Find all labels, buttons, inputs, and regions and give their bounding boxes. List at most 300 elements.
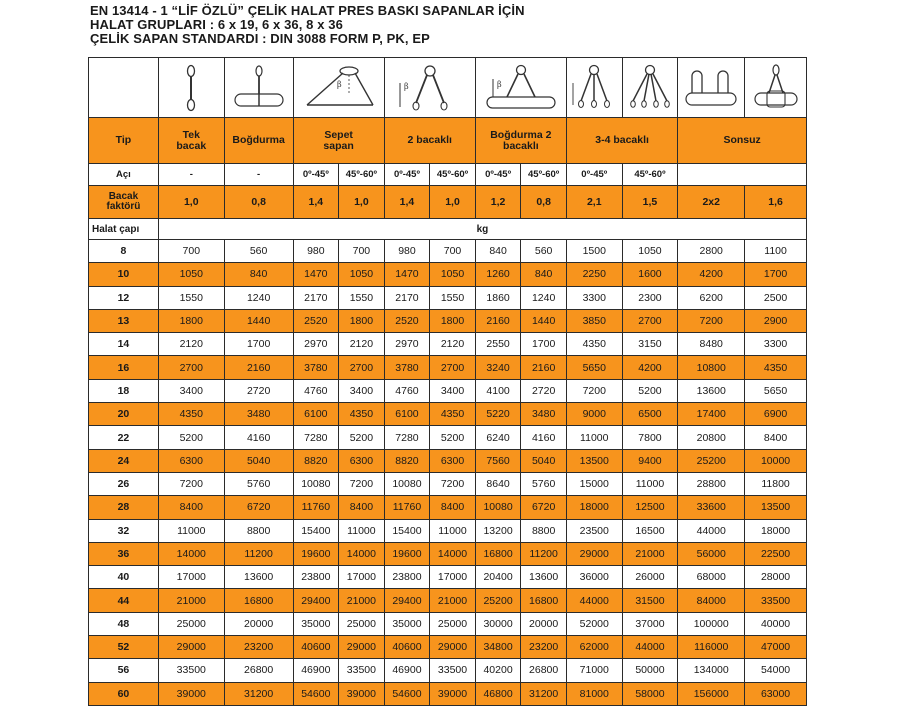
- rope-diameter-cell: 26: [89, 472, 159, 495]
- endless-sling-icon: [678, 58, 745, 118]
- capacity-cell: 2500: [745, 286, 807, 309]
- capacity-cell: 7200: [430, 472, 476, 495]
- data-rows: [89, 240, 807, 706]
- table-row: [89, 403, 807, 426]
- capacity-cell: 7560: [475, 449, 521, 472]
- capacity-cell: 4350: [339, 403, 385, 426]
- capacity-cell: 25200: [475, 589, 521, 612]
- capacity-cell: 8400: [430, 496, 476, 519]
- capacity-cell: 6500: [622, 403, 678, 426]
- capacity-cell: 11000: [430, 519, 476, 542]
- capacity-cell: 25000: [158, 612, 224, 635]
- capacity-cell: 1240: [224, 286, 293, 309]
- rope-diameter-cell: 20: [89, 403, 159, 426]
- capacity-cell: 16500: [622, 519, 678, 542]
- capacity-cell: 81000: [566, 682, 622, 705]
- type-row: [89, 118, 807, 164]
- capacity-cell: 4350: [566, 333, 622, 356]
- basket-sling-icon: [293, 58, 384, 118]
- capacity-cell: 700: [430, 240, 476, 263]
- type-endless: Sonsuz: [678, 118, 807, 164]
- capacity-cell: 6200: [678, 286, 745, 309]
- table-row: [89, 496, 807, 519]
- capacity-cell: 18000: [566, 496, 622, 519]
- capacity-cell: 44000: [566, 589, 622, 612]
- capacity-cell: 31500: [622, 589, 678, 612]
- rope-diameter-cell: 13: [89, 309, 159, 332]
- capacity-cell: 8640: [475, 472, 521, 495]
- capacity-cell: 6300: [339, 449, 385, 472]
- capacity-cell: 11800: [745, 472, 807, 495]
- table-row: [89, 542, 807, 565]
- capacity-cell: 700: [339, 240, 385, 263]
- svg-text:β: β: [403, 81, 409, 91]
- capacity-cell: 21000: [622, 542, 678, 565]
- capacity-cell: 50000: [622, 659, 678, 682]
- capacity-cell: 134000: [678, 659, 745, 682]
- capacity-cell: 100000: [678, 612, 745, 635]
- capacity-cell: 560: [224, 240, 293, 263]
- capacity-cell: 1470: [384, 263, 430, 286]
- capacity-cell: 4350: [745, 356, 807, 379]
- capacity-cell: 6240: [475, 426, 521, 449]
- leg-factor-value: 2x2: [678, 186, 745, 219]
- table-row: [89, 682, 807, 705]
- capacity-cell: 2720: [224, 379, 293, 402]
- capacity-cell: 6100: [384, 403, 430, 426]
- capacity-cell: 1470: [293, 263, 339, 286]
- title-line-1: EN 13414 - 1 “LİF ÖZLÜ” ÇELİK HALAT PRES BASKI SAPANLAR İÇİN: [90, 3, 525, 18]
- type-choke: Boğdurma: [224, 118, 293, 164]
- capacity-cell: 54600: [384, 682, 430, 705]
- capacity-cell: 23800: [384, 566, 430, 589]
- capacity-cell: 11200: [521, 542, 567, 565]
- capacity-cell: 20000: [224, 612, 293, 635]
- capacity-cell: 3240: [475, 356, 521, 379]
- capacity-cell: 40000: [745, 612, 807, 635]
- capacity-cell: 3300: [566, 286, 622, 309]
- capacity-cell: 17000: [158, 566, 224, 589]
- capacity-cell: 2550: [475, 333, 521, 356]
- capacity-cell: 11760: [384, 496, 430, 519]
- capacity-cell: 21000: [158, 589, 224, 612]
- capacity-cell: 47000: [745, 636, 807, 659]
- table-row: [89, 426, 807, 449]
- capacity-cell: 5200: [158, 426, 224, 449]
- capacity-cell: 11000: [566, 426, 622, 449]
- capacity-cell: 33600: [678, 496, 745, 519]
- capacity-cell: 35000: [384, 612, 430, 635]
- capacity-cell: 33500: [158, 659, 224, 682]
- capacity-cell: 1100: [745, 240, 807, 263]
- capacity-cell: 1050: [339, 263, 385, 286]
- capacity-cell: 22500: [745, 542, 807, 565]
- leg-factor-value: 1,4: [384, 186, 430, 219]
- capacity-cell: 2800: [678, 240, 745, 263]
- rope-diameter-cell: 18: [89, 379, 159, 402]
- capacity-cell: 5040: [224, 449, 293, 472]
- capacity-cell: 23500: [566, 519, 622, 542]
- capacity-cell: 13600: [678, 379, 745, 402]
- angle-value: 0º-45º: [384, 164, 430, 186]
- icon-row: [89, 58, 807, 118]
- leg-factor-label: Bacak faktörü: [89, 186, 159, 219]
- rope-diameter-label: Halat çapı: [89, 219, 159, 240]
- capacity-cell: 29400: [384, 589, 430, 612]
- endless-sling-lift-icon: [745, 58, 807, 118]
- capacity-cell: 1860: [475, 286, 521, 309]
- capacity-cell: 37000: [622, 612, 678, 635]
- angle-value: 45º-60º: [430, 164, 476, 186]
- table-row: [89, 379, 807, 402]
- capacity-cell: 2520: [293, 309, 339, 332]
- capacity-cell: 1440: [521, 309, 567, 332]
- capacity-cell: 13500: [566, 449, 622, 472]
- capacity-cell: 4200: [678, 263, 745, 286]
- capacity-cell: 3400: [158, 379, 224, 402]
- rope-diameter-cell: 52: [89, 636, 159, 659]
- capacity-cell: 25000: [339, 612, 385, 635]
- capacity-cell: 15400: [293, 519, 339, 542]
- capacity-cell: 5650: [566, 356, 622, 379]
- type-two-leg: 2 bacaklı: [384, 118, 475, 164]
- capacity-cell: 2720: [521, 379, 567, 402]
- capacity-cell: 29000: [339, 636, 385, 659]
- type-two-leg-choke: Boğdurma 2 bacaklı: [475, 118, 566, 164]
- capacity-cell: 3480: [521, 403, 567, 426]
- capacity-cell: 8400: [745, 426, 807, 449]
- table-row: [89, 566, 807, 589]
- capacity-cell: 84000: [678, 589, 745, 612]
- capacity-cell: 13600: [224, 566, 293, 589]
- capacity-cell: 28800: [678, 472, 745, 495]
- capacity-cell: 10080: [475, 496, 521, 519]
- capacity-cell: 46900: [384, 659, 430, 682]
- capacity-cell: 1600: [622, 263, 678, 286]
- capacity-cell: 4760: [384, 379, 430, 402]
- capacity-cell: 31200: [224, 682, 293, 705]
- table-row: [89, 263, 807, 286]
- capacity-cell: 8820: [293, 449, 339, 472]
- rope-diameter-cell: 48: [89, 612, 159, 635]
- capacity-cell: 16800: [224, 589, 293, 612]
- capacity-cell: 2170: [384, 286, 430, 309]
- leg-factor-value: 1,2: [475, 186, 521, 219]
- capacity-cell: 2700: [622, 309, 678, 332]
- rope-diameter-cell: 28: [89, 496, 159, 519]
- capacity-cell: 4350: [430, 403, 476, 426]
- capacity-cell: 116000: [678, 636, 745, 659]
- capacity-cell: 3150: [622, 333, 678, 356]
- capacity-cell: 4160: [224, 426, 293, 449]
- capacity-cell: 4760: [293, 379, 339, 402]
- capacity-cell: 7280: [384, 426, 430, 449]
- capacity-cell: 1440: [224, 309, 293, 332]
- capacity-cell: 2970: [384, 333, 430, 356]
- choke-hitch-icon: [224, 58, 293, 118]
- table-row: [89, 449, 807, 472]
- capacity-cell: 13600: [521, 566, 567, 589]
- rope-diameter-cell: 12: [89, 286, 159, 309]
- capacity-cell: 10800: [678, 356, 745, 379]
- capacity-cell: 2700: [158, 356, 224, 379]
- capacity-cell: 700: [158, 240, 224, 263]
- capacity-cell: 44000: [622, 636, 678, 659]
- capacity-cell: 17000: [339, 566, 385, 589]
- table-row: [89, 589, 807, 612]
- angle-label: Açı: [89, 164, 159, 186]
- capacity-cell: 33500: [339, 659, 385, 682]
- leg-factor-value: 1,0: [158, 186, 224, 219]
- capacity-cell: 63000: [745, 682, 807, 705]
- angle-value: 0º-45º: [475, 164, 521, 186]
- rope-diameter-cell: 56: [89, 659, 159, 682]
- leg-factor-value: 0,8: [521, 186, 567, 219]
- capacity-cell: 1050: [622, 240, 678, 263]
- capacity-cell: 840: [475, 240, 521, 263]
- capacity-cell: 17000: [430, 566, 476, 589]
- capacity-cell: 58000: [622, 682, 678, 705]
- capacity-cell: 29400: [293, 589, 339, 612]
- capacity-cell: 2700: [339, 356, 385, 379]
- capacity-cell: 3780: [384, 356, 430, 379]
- load-capacity-table: [88, 57, 807, 706]
- capacity-cell: 2700: [430, 356, 476, 379]
- capacity-cell: 15000: [566, 472, 622, 495]
- capacity-cell: 2520: [384, 309, 430, 332]
- capacity-cell: 10080: [384, 472, 430, 495]
- capacity-cell: 6900: [745, 403, 807, 426]
- capacity-cell: 44000: [678, 519, 745, 542]
- capacity-cell: 39000: [430, 682, 476, 705]
- capacity-cell: 11000: [622, 472, 678, 495]
- capacity-cell: 2250: [566, 263, 622, 286]
- type-single-leg: Tek bacak: [158, 118, 224, 164]
- capacity-cell: 1700: [745, 263, 807, 286]
- two-leg-sling-icon: [384, 58, 475, 118]
- capacity-cell: 13200: [475, 519, 521, 542]
- capacity-cell: 33500: [745, 589, 807, 612]
- capacity-cell: 39000: [339, 682, 385, 705]
- capacity-cell: 35000: [293, 612, 339, 635]
- capacity-cell: 1550: [430, 286, 476, 309]
- leg-factor-value: 1,4: [293, 186, 339, 219]
- angle-value: 45º-60º: [339, 164, 385, 186]
- angle-value: 0º-45º: [293, 164, 339, 186]
- rope-diameter-cell: 60: [89, 682, 159, 705]
- capacity-cell: 25000: [430, 612, 476, 635]
- capacity-cell: 46800: [475, 682, 521, 705]
- capacity-cell: 19600: [384, 542, 430, 565]
- capacity-cell: 56000: [678, 542, 745, 565]
- capacity-cell: 8400: [339, 496, 385, 519]
- table-row: [89, 636, 807, 659]
- capacity-cell: 21000: [430, 589, 476, 612]
- capacity-cell: 1550: [158, 286, 224, 309]
- capacity-cell: 10000: [745, 449, 807, 472]
- capacity-cell: 23800: [293, 566, 339, 589]
- capacity-cell: 2970: [293, 333, 339, 356]
- capacity-cell: 33500: [430, 659, 476, 682]
- capacity-cell: 4100: [475, 379, 521, 402]
- capacity-cell: 40600: [384, 636, 430, 659]
- capacity-cell: 980: [384, 240, 430, 263]
- capacity-cell: 6100: [293, 403, 339, 426]
- svg-text:β: β: [496, 79, 502, 89]
- capacity-cell: 7200: [566, 379, 622, 402]
- capacity-cell: 2120: [339, 333, 385, 356]
- table-row: [89, 519, 807, 542]
- capacity-cell: 2120: [430, 333, 476, 356]
- capacity-cell: 2160: [521, 356, 567, 379]
- table-row: [89, 309, 807, 332]
- angle-value-empty: [678, 164, 807, 186]
- capacity-cell: 54600: [293, 682, 339, 705]
- rope-diameter-cell: 10: [89, 263, 159, 286]
- four-leg-sling-icon: [622, 58, 678, 118]
- capacity-cell: 20400: [475, 566, 521, 589]
- capacity-cell: 1700: [224, 333, 293, 356]
- table-row: [89, 612, 807, 635]
- capacity-cell: 21000: [339, 589, 385, 612]
- type-label: Tip: [89, 118, 159, 164]
- three-leg-sling-icon: [566, 58, 622, 118]
- capacity-cell: 2120: [158, 333, 224, 356]
- capacity-cell: 156000: [678, 682, 745, 705]
- capacity-cell: 4350: [158, 403, 224, 426]
- capacity-cell: 1800: [158, 309, 224, 332]
- rope-diameter-cell: 32: [89, 519, 159, 542]
- single-leg-sling-icon: [158, 58, 224, 118]
- capacity-cell: 36000: [566, 566, 622, 589]
- capacity-cell: 68000: [678, 566, 745, 589]
- angle-row: [89, 164, 807, 186]
- capacity-cell: 39000: [158, 682, 224, 705]
- capacity-cell: 1500: [566, 240, 622, 263]
- capacity-cell: 5200: [339, 426, 385, 449]
- capacity-cell: 52000: [566, 612, 622, 635]
- capacity-cell: 2160: [224, 356, 293, 379]
- capacity-cell: 26000: [622, 566, 678, 589]
- capacity-cell: 16800: [521, 589, 567, 612]
- angle-value: 0º-45º: [566, 164, 622, 186]
- capacity-cell: 2300: [622, 286, 678, 309]
- capacity-cell: 2160: [475, 309, 521, 332]
- capacity-cell: 29000: [566, 542, 622, 565]
- capacity-cell: 5200: [430, 426, 476, 449]
- capacity-cell: 6720: [224, 496, 293, 519]
- capacity-cell: 18000: [745, 519, 807, 542]
- capacity-cell: 11760: [293, 496, 339, 519]
- capacity-cell: 26800: [224, 659, 293, 682]
- table-row: [89, 356, 807, 379]
- angle-value: -: [224, 164, 293, 186]
- capacity-cell: 3300: [745, 333, 807, 356]
- capacity-cell: 17400: [678, 403, 745, 426]
- angle-value: 45º-60º: [622, 164, 678, 186]
- leg-factor-value: 1,5: [622, 186, 678, 219]
- capacity-cell: 3850: [566, 309, 622, 332]
- capacity-cell: 5200: [622, 379, 678, 402]
- type-three-four-leg: 3-4 bacaklı: [566, 118, 677, 164]
- capacity-cell: 5760: [521, 472, 567, 495]
- capacity-cell: 4160: [521, 426, 567, 449]
- capacity-cell: 6720: [521, 496, 567, 519]
- capacity-cell: 26800: [521, 659, 567, 682]
- capacity-cell: 980: [293, 240, 339, 263]
- capacity-cell: 40600: [293, 636, 339, 659]
- angle-value: 45º-60º: [521, 164, 567, 186]
- capacity-cell: 2170: [293, 286, 339, 309]
- angle-value: -: [158, 164, 224, 186]
- capacity-cell: 19600: [293, 542, 339, 565]
- capacity-cell: 23200: [224, 636, 293, 659]
- title-line-2: HALAT GRUPLARI : 6 x 19, 6 x 36, 8 x 36: [90, 17, 343, 32]
- capacity-cell: 1800: [430, 309, 476, 332]
- capacity-cell: 11200: [224, 542, 293, 565]
- leg-factor-value: 2,1: [566, 186, 622, 219]
- capacity-cell: 2900: [745, 309, 807, 332]
- capacity-cell: 1260: [475, 263, 521, 286]
- unit-label: kg: [158, 219, 806, 240]
- rope-diameter-cell: 36: [89, 542, 159, 565]
- capacity-cell: 7200: [158, 472, 224, 495]
- capacity-cell: 30000: [475, 612, 521, 635]
- title-line-3: ÇELİK SAPAN STANDARDI : DIN 3088 FORM P, PK, EP: [90, 31, 430, 46]
- rope-diameter-header-row: [89, 219, 807, 240]
- capacity-cell: 5220: [475, 403, 521, 426]
- capacity-cell: 14000: [339, 542, 385, 565]
- rope-diameter-cell: 40: [89, 566, 159, 589]
- capacity-cell: 840: [521, 263, 567, 286]
- capacity-cell: 3400: [430, 379, 476, 402]
- capacity-cell: 46900: [293, 659, 339, 682]
- capacity-cell: 23200: [521, 636, 567, 659]
- capacity-cell: 62000: [566, 636, 622, 659]
- capacity-cell: 8480: [678, 333, 745, 356]
- svg-text:β: β: [336, 79, 342, 89]
- capacity-cell: 34800: [475, 636, 521, 659]
- capacity-cell: 54000: [745, 659, 807, 682]
- table-row: [89, 240, 807, 263]
- capacity-cell: 4200: [622, 356, 678, 379]
- capacity-cell: 5040: [521, 449, 567, 472]
- capacity-cell: 7800: [622, 426, 678, 449]
- capacity-cell: 10080: [293, 472, 339, 495]
- capacity-cell: 25200: [678, 449, 745, 472]
- capacity-cell: 29000: [158, 636, 224, 659]
- capacity-cell: 5760: [224, 472, 293, 495]
- capacity-cell: 14000: [158, 542, 224, 565]
- capacity-cell: 15400: [384, 519, 430, 542]
- rope-diameter-cell: 8: [89, 240, 159, 263]
- rope-diameter-cell: 16: [89, 356, 159, 379]
- capacity-cell: 9400: [622, 449, 678, 472]
- table-row: [89, 659, 807, 682]
- capacity-cell: 12500: [622, 496, 678, 519]
- capacity-cell: 1800: [339, 309, 385, 332]
- leg-factor-value: 1,0: [430, 186, 476, 219]
- two-leg-choke-icon: [475, 58, 566, 118]
- capacity-cell: 1050: [158, 263, 224, 286]
- capacity-cell: 13500: [745, 496, 807, 519]
- leg-factor-value: 0,8: [224, 186, 293, 219]
- capacity-cell: 8800: [521, 519, 567, 542]
- capacity-cell: 7200: [678, 309, 745, 332]
- capacity-cell: 8800: [224, 519, 293, 542]
- table-row: [89, 472, 807, 495]
- capacity-cell: 6300: [158, 449, 224, 472]
